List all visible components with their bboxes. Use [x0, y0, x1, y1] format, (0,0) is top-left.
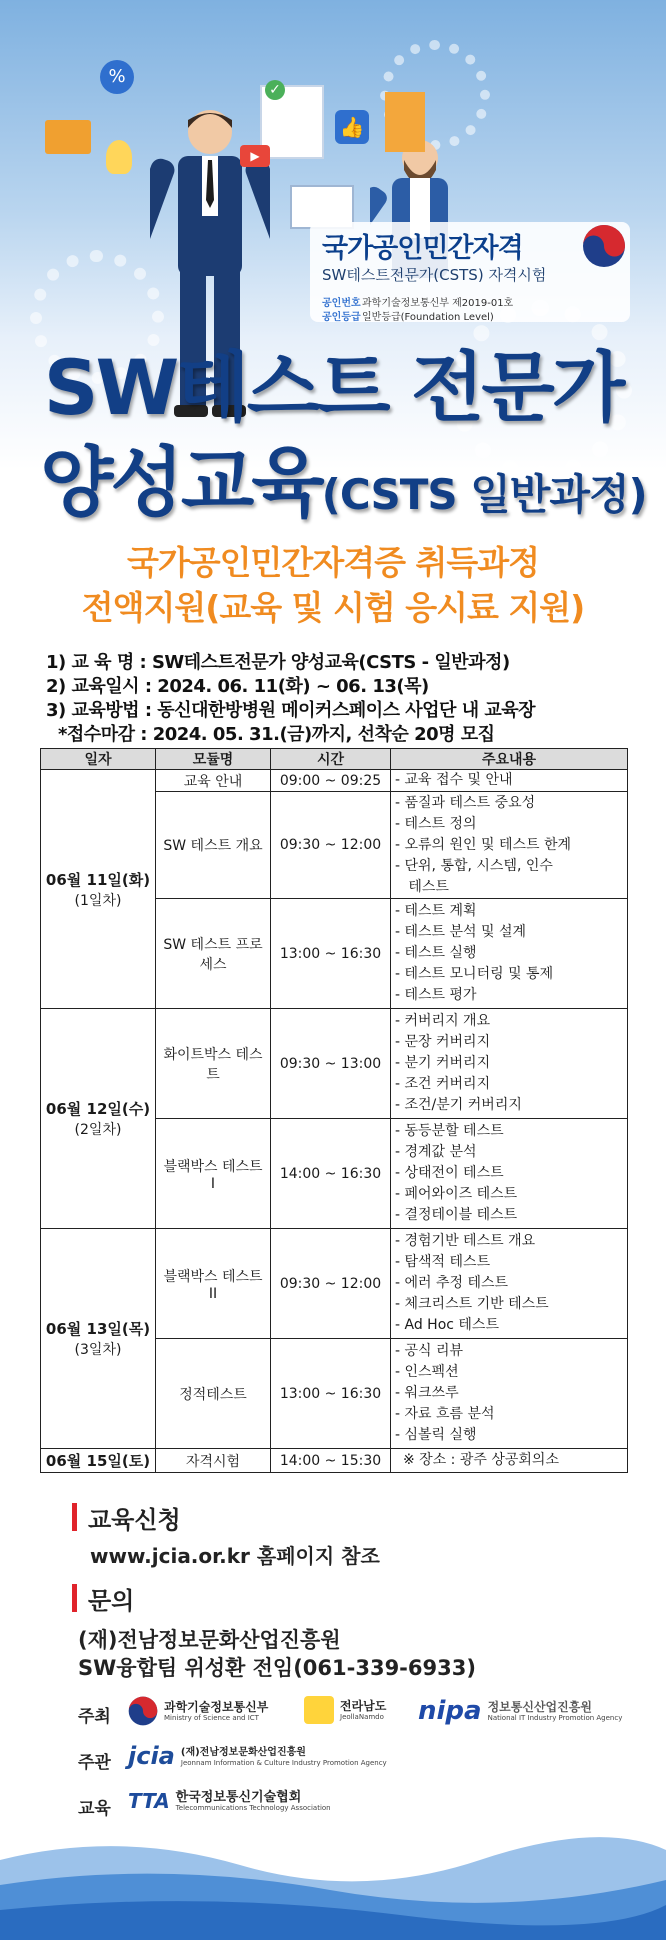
- header-content: 주요내용: [391, 749, 628, 770]
- content-item: - 테스트 계획: [395, 903, 477, 919]
- content-item: - 커버리지 개요: [395, 1013, 491, 1029]
- day-nth: (1일차): [74, 892, 122, 909]
- content-item: - 심볼릭 실행: [395, 1427, 477, 1443]
- main-title-line2: [40, 438, 647, 527]
- percent-icon: %: [100, 60, 134, 94]
- content-cell: [391, 770, 628, 792]
- jcia-logo: [128, 1742, 387, 1770]
- content-cell: [391, 792, 628, 899]
- content-cell: [391, 899, 628, 1009]
- msit-name: 과학기술정보통신부: [164, 1699, 269, 1714]
- content-item: - 문장 커버리지: [395, 1034, 491, 1050]
- main-title-line1: SW테스트 전문가: [43, 343, 623, 432]
- content-item: - 동등분할 테스트: [395, 1123, 504, 1139]
- content-item: - 테스트 평가: [395, 987, 477, 1003]
- badge-value-2: 일반등급(Foundation Level): [362, 312, 494, 323]
- time-cell: 14:00 ~ 16:30: [271, 1119, 391, 1229]
- subtitle-2: 전액지원(교육 및 시험 응시료 지원): [81, 588, 585, 627]
- content-item: - 테스트 분석 및 설계: [395, 924, 527, 940]
- content-item: - 경험기반 테스트 개요: [395, 1233, 536, 1249]
- day-cell: [41, 1009, 156, 1229]
- content-item: - 탐색적 테스트: [395, 1254, 491, 1270]
- day-date: 06월 13일(목): [45, 1320, 151, 1338]
- contact-org: (재)전남정보문화산업진흥원: [78, 1628, 341, 1652]
- contact-title: 문의: [88, 1587, 135, 1615]
- content-item: - 교육 접수 및 안내: [395, 772, 513, 788]
- module-cell: 정적테스트: [156, 1339, 271, 1449]
- main-title-course: (CSTS 일반과정): [321, 470, 647, 519]
- msit-name-en: Ministry of Science and ICT: [164, 1713, 259, 1722]
- info-deadline: *접수마감 : 2024. 05. 31.(금)까지, 선착순 20명 모집: [58, 724, 495, 745]
- government-emblem-icon: [128, 1696, 158, 1726]
- tta-wordmark: TTA: [128, 1789, 170, 1813]
- day-cell: [41, 770, 156, 1009]
- info-method: 3) 교육방법 : 동신대한방병원 메이커스페이스 사업단 내 교육장: [46, 700, 536, 721]
- msit-logo: [128, 1696, 268, 1726]
- content-item: - 단위, 통합, 시스템, 인수: [395, 857, 553, 874]
- nipa-name: 정보통신산업진흥원: [487, 1699, 592, 1714]
- content-item: - 자료 흐름 분석: [395, 1406, 495, 1422]
- header-module: 모듈명: [156, 749, 271, 770]
- subtitle-1: 국가공인민간자격증 취득과정: [127, 543, 539, 582]
- content-item: - 경계값 분석: [395, 1144, 477, 1160]
- info-date: 2) 교육일시 : 2024. 06. 11(화) ~ 06. 13(목): [46, 676, 429, 697]
- content-cell: [391, 1339, 628, 1449]
- jeonnam-name: 전라남도: [340, 1698, 387, 1713]
- module-cell: 교육 안내: [156, 770, 271, 792]
- content-item: - 결정테이블 테스트: [395, 1207, 518, 1223]
- folder-icon: [385, 92, 425, 152]
- day-nth: (3일차): [74, 1342, 122, 1358]
- video-play-icon: ▶: [240, 145, 270, 167]
- jcia-wordmark: jcia: [128, 1742, 175, 1770]
- content-item: - 상태전이 테스트: [395, 1165, 504, 1181]
- content-item: - 페어와이즈 테스트: [395, 1186, 518, 1202]
- envelope-icon: [45, 120, 91, 154]
- apply-title: 교육신청: [88, 1506, 181, 1534]
- day-nth: (2일차): [74, 1122, 122, 1138]
- jeonnam-emblem-icon: [304, 1696, 334, 1724]
- jeonnam-logo: [304, 1696, 386, 1724]
- time-cell: 13:00 ~ 16:30: [271, 899, 391, 1009]
- contact-person: SW융합팀 위성환 전임(061-339-6933): [78, 1656, 476, 1680]
- time-cell: 09:00 ~ 09:25: [271, 770, 391, 792]
- content-item: - 품질과 테스트 중요성: [395, 794, 536, 811]
- day-cell: [41, 1449, 156, 1473]
- badge-key-1: 공인번호: [322, 298, 361, 309]
- section-marker: [72, 1584, 77, 1612]
- nipa-wordmark: nipa: [418, 1696, 482, 1726]
- module-cell: SW 테스트 개요: [156, 792, 271, 899]
- content-item: - 조건/분기 커버리지: [395, 1097, 522, 1113]
- nipa-logo: [418, 1696, 622, 1726]
- thumbs-up-icon: 👍: [335, 110, 369, 144]
- badge-title: 국가공인민간자격: [322, 233, 523, 264]
- table-header-row: [41, 749, 628, 770]
- table-row: [41, 1229, 628, 1339]
- content-item: - 워크쓰루: [395, 1385, 459, 1401]
- day-date: 06월 12일(수): [45, 1100, 151, 1118]
- content-cell: [391, 1229, 628, 1339]
- time-cell: 09:30 ~ 13:00: [271, 1009, 391, 1119]
- badge-key-2: 공인등급: [322, 312, 361, 323]
- header-date: 일자: [41, 749, 156, 770]
- content-item: - 테스트 실행: [395, 945, 477, 961]
- module-cell: 블랙박스 테스트 II: [156, 1229, 271, 1339]
- table-row: [41, 1009, 628, 1119]
- content-cell: [391, 1009, 628, 1119]
- content-item: - 테스트 정의: [395, 815, 477, 832]
- badge-value-1: 과학기술정보통신부 제2019-01호: [362, 298, 514, 309]
- main-title-main: 양성교육: [40, 438, 322, 527]
- content-item: - 체크리스트 기반 테스트: [395, 1296, 549, 1312]
- host-label: 주최: [78, 1707, 111, 1727]
- module-cell: 블랙박스 테스트 I: [156, 1119, 271, 1229]
- organizer-label: 주관: [78, 1753, 111, 1773]
- tta-name: 한국정보통신기술협회: [175, 1789, 302, 1805]
- content-item: - 에러 추정 테스트: [395, 1275, 509, 1291]
- schedule-table: [40, 748, 628, 1473]
- content-item: - 조건 커버리지: [395, 1076, 491, 1092]
- time-cell: 13:00 ~ 16:30: [271, 1339, 391, 1449]
- content-cell: [391, 1449, 628, 1473]
- content-item: 테스트: [395, 878, 449, 895]
- header-time: 시간: [271, 749, 391, 770]
- nipa-name-en: National IT Industry Promotion Agency: [487, 1713, 623, 1722]
- content-item: - 오류의 원인 및 테스트 한계: [395, 836, 572, 853]
- content-item: - 인스펙션: [395, 1364, 459, 1380]
- time-cell: 09:30 ~ 12:00: [271, 792, 391, 899]
- module-cell: SW 테스트 프로세스: [156, 899, 271, 1009]
- education-label: 교육: [78, 1799, 111, 1819]
- tta-name-en: Telecommunications Technology Association: [175, 1803, 331, 1812]
- jcia-name-en: Jeonnam Information & Culture Industry Promotion Agency: [180, 1758, 387, 1767]
- time-cell: 09:30 ~ 12:00: [271, 1229, 391, 1339]
- info-course-name: 1) 교 육 명 : SW테스트전문가 양성교육(CSTS - 일반과정): [46, 652, 510, 673]
- apply-link[interactable]: www.jcia.or.kr 홈페이지 참조: [90, 1544, 380, 1568]
- table-row: [41, 770, 628, 792]
- section-marker: [72, 1503, 77, 1531]
- jcia-name: (재)전남정보문화산업진흥원: [180, 1746, 306, 1758]
- jeonnam-name-en: JeollaNamdo: [340, 1712, 384, 1721]
- day-date: 06월 15일(토): [45, 1452, 151, 1470]
- check-icon: ✓: [265, 80, 285, 100]
- footer-wave: [0, 1790, 666, 1940]
- module-cell: 화이트박스 테스트: [156, 1009, 271, 1119]
- content-item: ※ 장소 : 광주 상공회의소: [403, 1452, 559, 1468]
- day-cell: [41, 1229, 156, 1449]
- module-cell: 자격시험: [156, 1449, 271, 1473]
- content-cell: [391, 1119, 628, 1229]
- table-row: [41, 1449, 628, 1473]
- government-emblem-icon: [582, 224, 626, 268]
- badge-subtitle: SW테스트전문가(CSTS) 자격시험: [322, 266, 547, 284]
- content-item: - 공식 리뷰: [395, 1343, 464, 1359]
- content-item: - 테스트 모니터링 및 통제: [395, 966, 554, 982]
- lightbulb-icon: [106, 140, 132, 174]
- content-item: - Ad Hoc 테스트: [395, 1317, 499, 1333]
- day-date: 06월 11일(화): [45, 870, 151, 889]
- time-cell: 14:00 ~ 15:30: [271, 1449, 391, 1473]
- content-item: - 분기 커버리지: [395, 1055, 491, 1071]
